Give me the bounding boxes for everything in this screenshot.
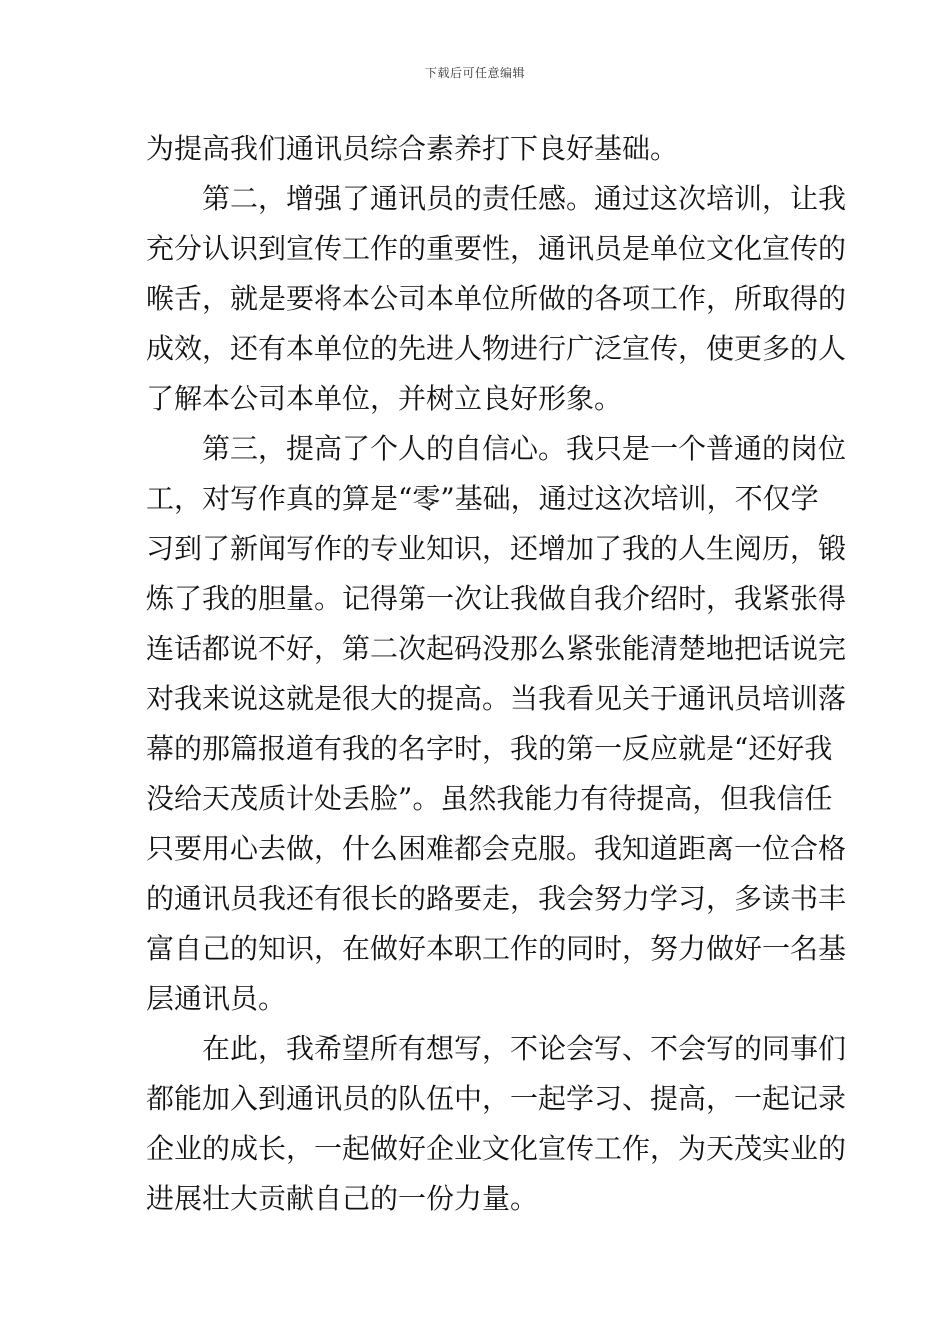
text-line: 的通讯员我还有很长的路要走，我会努力学习，多读书丰 (146, 882, 847, 915)
text-line: 炼了我的胆量。记得第一次让我做自我介绍时，我紧张得 (146, 582, 847, 615)
text-line: 在此，我希望所有想写，不论会写、不会写的同事们 (202, 1032, 847, 1065)
text-line: 富自己的知识，在做好本职工作的同时，努力做好一名基 (146, 932, 847, 965)
text-line: 工，对写作真的算是“零”基础，通过这次培训，不仅学 (146, 482, 819, 515)
text-line: 喉舌，就是要将本公司本单位所做的各项工作，所取得的 (146, 282, 847, 315)
text-line: 都能加入到通讯员的队伍中，一起学习、提高，一起记录 (146, 1082, 847, 1115)
text-line: 对我来说这就是很大的提高。当我看见关于通讯员培训落 (146, 682, 847, 715)
text-line: 了解本公司本单位，并树立良好形象。 (146, 382, 623, 415)
text-line: 第二，增强了通讯员的责任感。通过这次培训，让我 (202, 182, 847, 215)
text-line: 进展壮大贡献自己的一份力量。 (146, 1182, 539, 1215)
text-line: 习到了新闻写作的专业知识，还增加了我的人生阅历，锻 (146, 532, 847, 565)
text-line: 充分认识到宣传工作的重要性，通讯员是单位文化宣传的 (146, 232, 847, 265)
text-line: 连话都说不好，第二次起码没那么紧张能清楚地把话说完 (146, 632, 847, 665)
text-line: 第三，提高了个人的自信心。我只是一个普通的岗位 (202, 432, 847, 465)
page-header: 下载后可任意编辑 (424, 66, 525, 80)
text-line: 没给天茂质计处丢脸”。虽然我能力有待提高，但我信任 (146, 782, 833, 815)
text-line: 为提高我们通讯员综合素养打下良好基础。 (146, 132, 679, 165)
text-line: 企业的成长，一起做好企业文化宣传工作，为天茂实业的 (146, 1132, 847, 1165)
text-line: 层通讯员。 (146, 982, 287, 1015)
text-line: 成效，还有本单位的先进人物进行广泛宣传，使更多的人 (146, 332, 847, 365)
text-line: 幕的那篇报道有我的名字时，我的第一反应就是“还好我 (146, 732, 833, 765)
text-line: 只要用心去做，什么困难都会克服。我知道距离一位合格 (146, 832, 847, 865)
